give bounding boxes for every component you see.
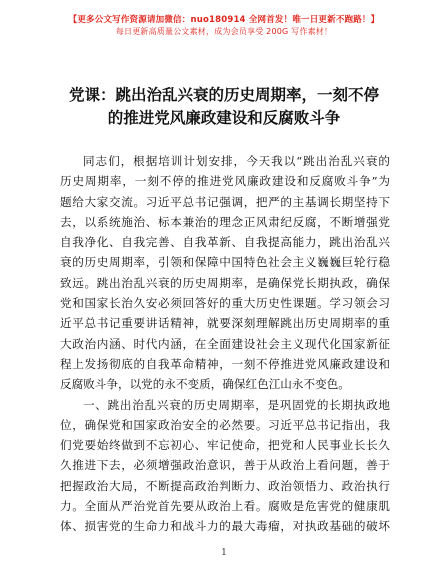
text-line: 程上发扬彻底的自我革命精神，一刻不停推进党风廉政建设和 (60, 356, 390, 371)
paragraph-2 (60, 395, 390, 537)
paragraph-1 (60, 151, 390, 395)
document-title (0, 84, 448, 130)
document-body (60, 151, 390, 537)
text-line: 历史周期率，一刻不停的推进党风廉政建设和反腐败斗争”为 (60, 174, 390, 189)
text-line: 去，以系统施治、标本兼治的理念正风肃纪反腐，不断增强党 (60, 214, 390, 229)
text-line: 大政治内涵、时代内涵，在全面建设社会主义现代化国家新征 (60, 336, 390, 351)
text-line: 反腐败斗争，以党的永不变质，确保红色江山永不变色。 (60, 377, 350, 392)
promo-banner (0, 14, 448, 38)
text-line: 自我净化、自我完善、自我革新、自我提高能力，跳出治乱兴 (60, 235, 390, 250)
text-line: 久推进下去，必须增强政治意识，善于从政治上看问题，善于 (60, 458, 390, 473)
text-line: 近平总书记重要讲话精神，就要深刻理解跳出历史周期率的重 (60, 316, 390, 331)
text-line: 衰的历史周期率，引领和保障中国特色社会主义巍巍巨轮行稳 (60, 255, 390, 270)
text-line: 们党要始终做到不忘初心、牢记使命，把党和人民事业长长久 (60, 438, 390, 453)
page-number: 1 (221, 548, 227, 558)
text-line: 力。全面从严治党首先要从政治上看。腐败是危害党的健康肌 (60, 499, 390, 514)
banner-line-2: 每日更新高质量公文素材，成为会员享受 200G 写作素材！ (115, 27, 333, 36)
text-line: 题给大家交流。习近平总书记强调，把严的主基调长期坚持下 (60, 194, 390, 209)
banner-line-1: 【更多公文写作资源请加微信：nuo180914 全网首发！唯一日更新不跑路！】 (68, 15, 380, 25)
text-line: 位，确保党和国家政治安全的必然要。习近平总书记指出，我 (60, 417, 390, 432)
text-line: 同志们，根据培训计划安排，今天我以“跳出治乱兴衰的 (83, 154, 390, 168)
title-line-2: 的推进党风廉政建设和反腐败斗争 (107, 109, 341, 127)
title-line-1: 党课：跳出治乱兴衰的历史周期率，一刻不停 (68, 86, 379, 104)
text-line: 致远。跳出治乱兴衰的历史周期率，是确保党长期执政，确保 (60, 275, 390, 290)
text-line: 一、跳出治乱兴衰的历史周期率，是巩固党的长期执政地 (83, 397, 390, 412)
text-line: 把握政治大局，不断提高政治判断力、政治领悟力、政治执行 (60, 478, 390, 493)
text-line: 体、损害党的生命力和战斗力的最大毒瘤，对执政基础的破坏 (60, 519, 390, 534)
text-line: 党和国家长治久安必须回答好的重大历史性课题。学习领会习 (60, 296, 390, 311)
